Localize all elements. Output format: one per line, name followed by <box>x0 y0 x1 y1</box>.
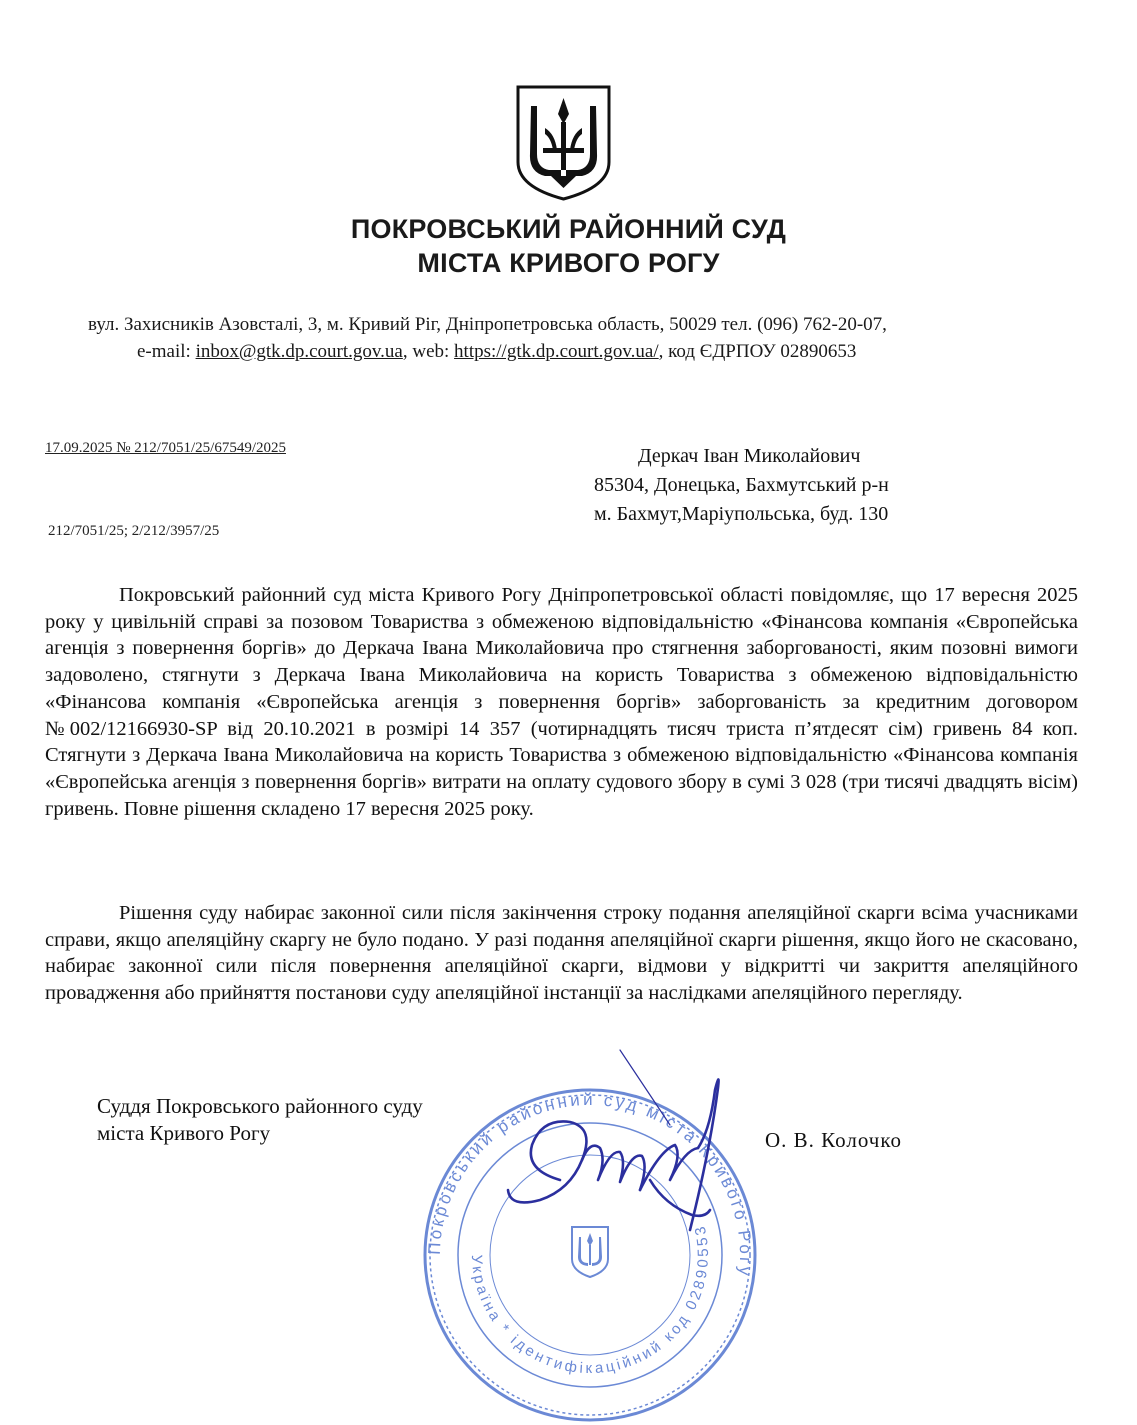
judge-name: О. В. Колочко <box>765 1128 902 1152</box>
outgoing-date-number: 17.09.2025 № 212/7051/25/67549/2025 <box>45 440 286 456</box>
addressee-address-line1: 85304, Донецька, Бахмутський р-н <box>594 474 889 496</box>
court-name-line2: МІСТА КРИВОГО РОГУ <box>417 248 720 278</box>
handwritten-signature <box>470 1030 770 1270</box>
legal-force-paragraph: Рішення суду набирає законної сили після закінчення строку подання апеляційної скарги всіма учасниками справи, якщо апеляційну скаргу не було подано. У разі подання апеляційної скарги рішення, якщо його не скасовано, набирає законної сили після повернення апеляційної скарги, відмови у відкритті чи закриття апеляційного провадження або прийняття постанови суду апеляційної інстанції за наслідками апеляційного перегляду. <box>45 902 1078 1005</box>
stamp-outer-text: Покровський районний суд міста Кривого Рогу <box>424 1089 756 1280</box>
judge-position-line1: Суддя Покровського районного суду <box>97 1094 423 1118</box>
judge-position <box>97 1093 423 1147</box>
web-link[interactable]: https://gtk.dp.court.gov.ua/ <box>454 341 659 362</box>
notice-paragraph: Покровський районний суд міста Кривого Рогу Дніпропетровської області повідомляє, що 17 вересня 2025 року у цивільній справі за позовом Товариства з обмеженою відповідальністю «Фінансова компанія «Європейська агенція з повернення боргів» до Деркача Івана Миколайовича про стягнення заборгованості, яким позовні вимоги задоволено, стягнути з Деркача Івана Миколайовича на користь Товариства з обмеженою відповідальністю «Фінансова компанія «Європейська агенція з повернення боргів» заборгованість за кредитним договором №002/12166930-SP від 20.10.2021 в розмірі 14 357 (чотирнадцять тисяч триста п’ятдесят сім) гривень 84 коп. Стягнути з Деркача Івана Миколайовича на користь Товариства з обмеженою відповідальністю «Фінансова компанія «Європейська агенція з повернення боргів» витрати на оплату судового збору в сумі 3 028 (три тисячі двадцять вісім) гривень. Повне рішення складено 17 вересня 2025 року. <box>45 584 1078 820</box>
addressee-block <box>594 442 889 529</box>
court-name-line1: ПОКРОВСЬКИЙ РАЙОННИЙ СУД <box>350 214 787 244</box>
court-contacts <box>137 341 856 363</box>
email-label: e-mail: <box>137 341 196 362</box>
svg-text:Україна * ідентифікаційний код <box>468 1222 712 1377</box>
body-paragraph-2 <box>45 900 1078 1007</box>
svg-text:Покровський районний суд міста <box>425 1090 755 1279</box>
body-paragraph-1 <box>45 582 1078 822</box>
edrpou-code: , код ЄДРПОУ 02890653 <box>658 341 857 362</box>
court-address: вул. Захисників Азовсталі, 3, м. Кривий Ріг, Дніпропетровська область, 50029 тел. (096) 762-20-07, <box>88 314 887 335</box>
email-link[interactable]: inbox@gtk.dp.court.gov.ua <box>195 341 403 362</box>
judge-position-line2: міста Кривого Рогу <box>97 1121 271 1145</box>
case-numbers: 212/7051/25; 2/212/3957/25 <box>48 523 220 539</box>
trident-emblem-icon <box>515 84 612 202</box>
addressee-name: Деркач Іван Миколайович <box>638 445 861 467</box>
addressee-address-line2: м. Бахмут,Маріупольська, буд. 130 <box>594 503 889 525</box>
court-seal-stamp <box>420 1065 760 1425</box>
stamp-code-text: Україна * ідентифікаційний код 02890553 <box>467 1222 713 1378</box>
web-label: , web: <box>402 341 455 362</box>
